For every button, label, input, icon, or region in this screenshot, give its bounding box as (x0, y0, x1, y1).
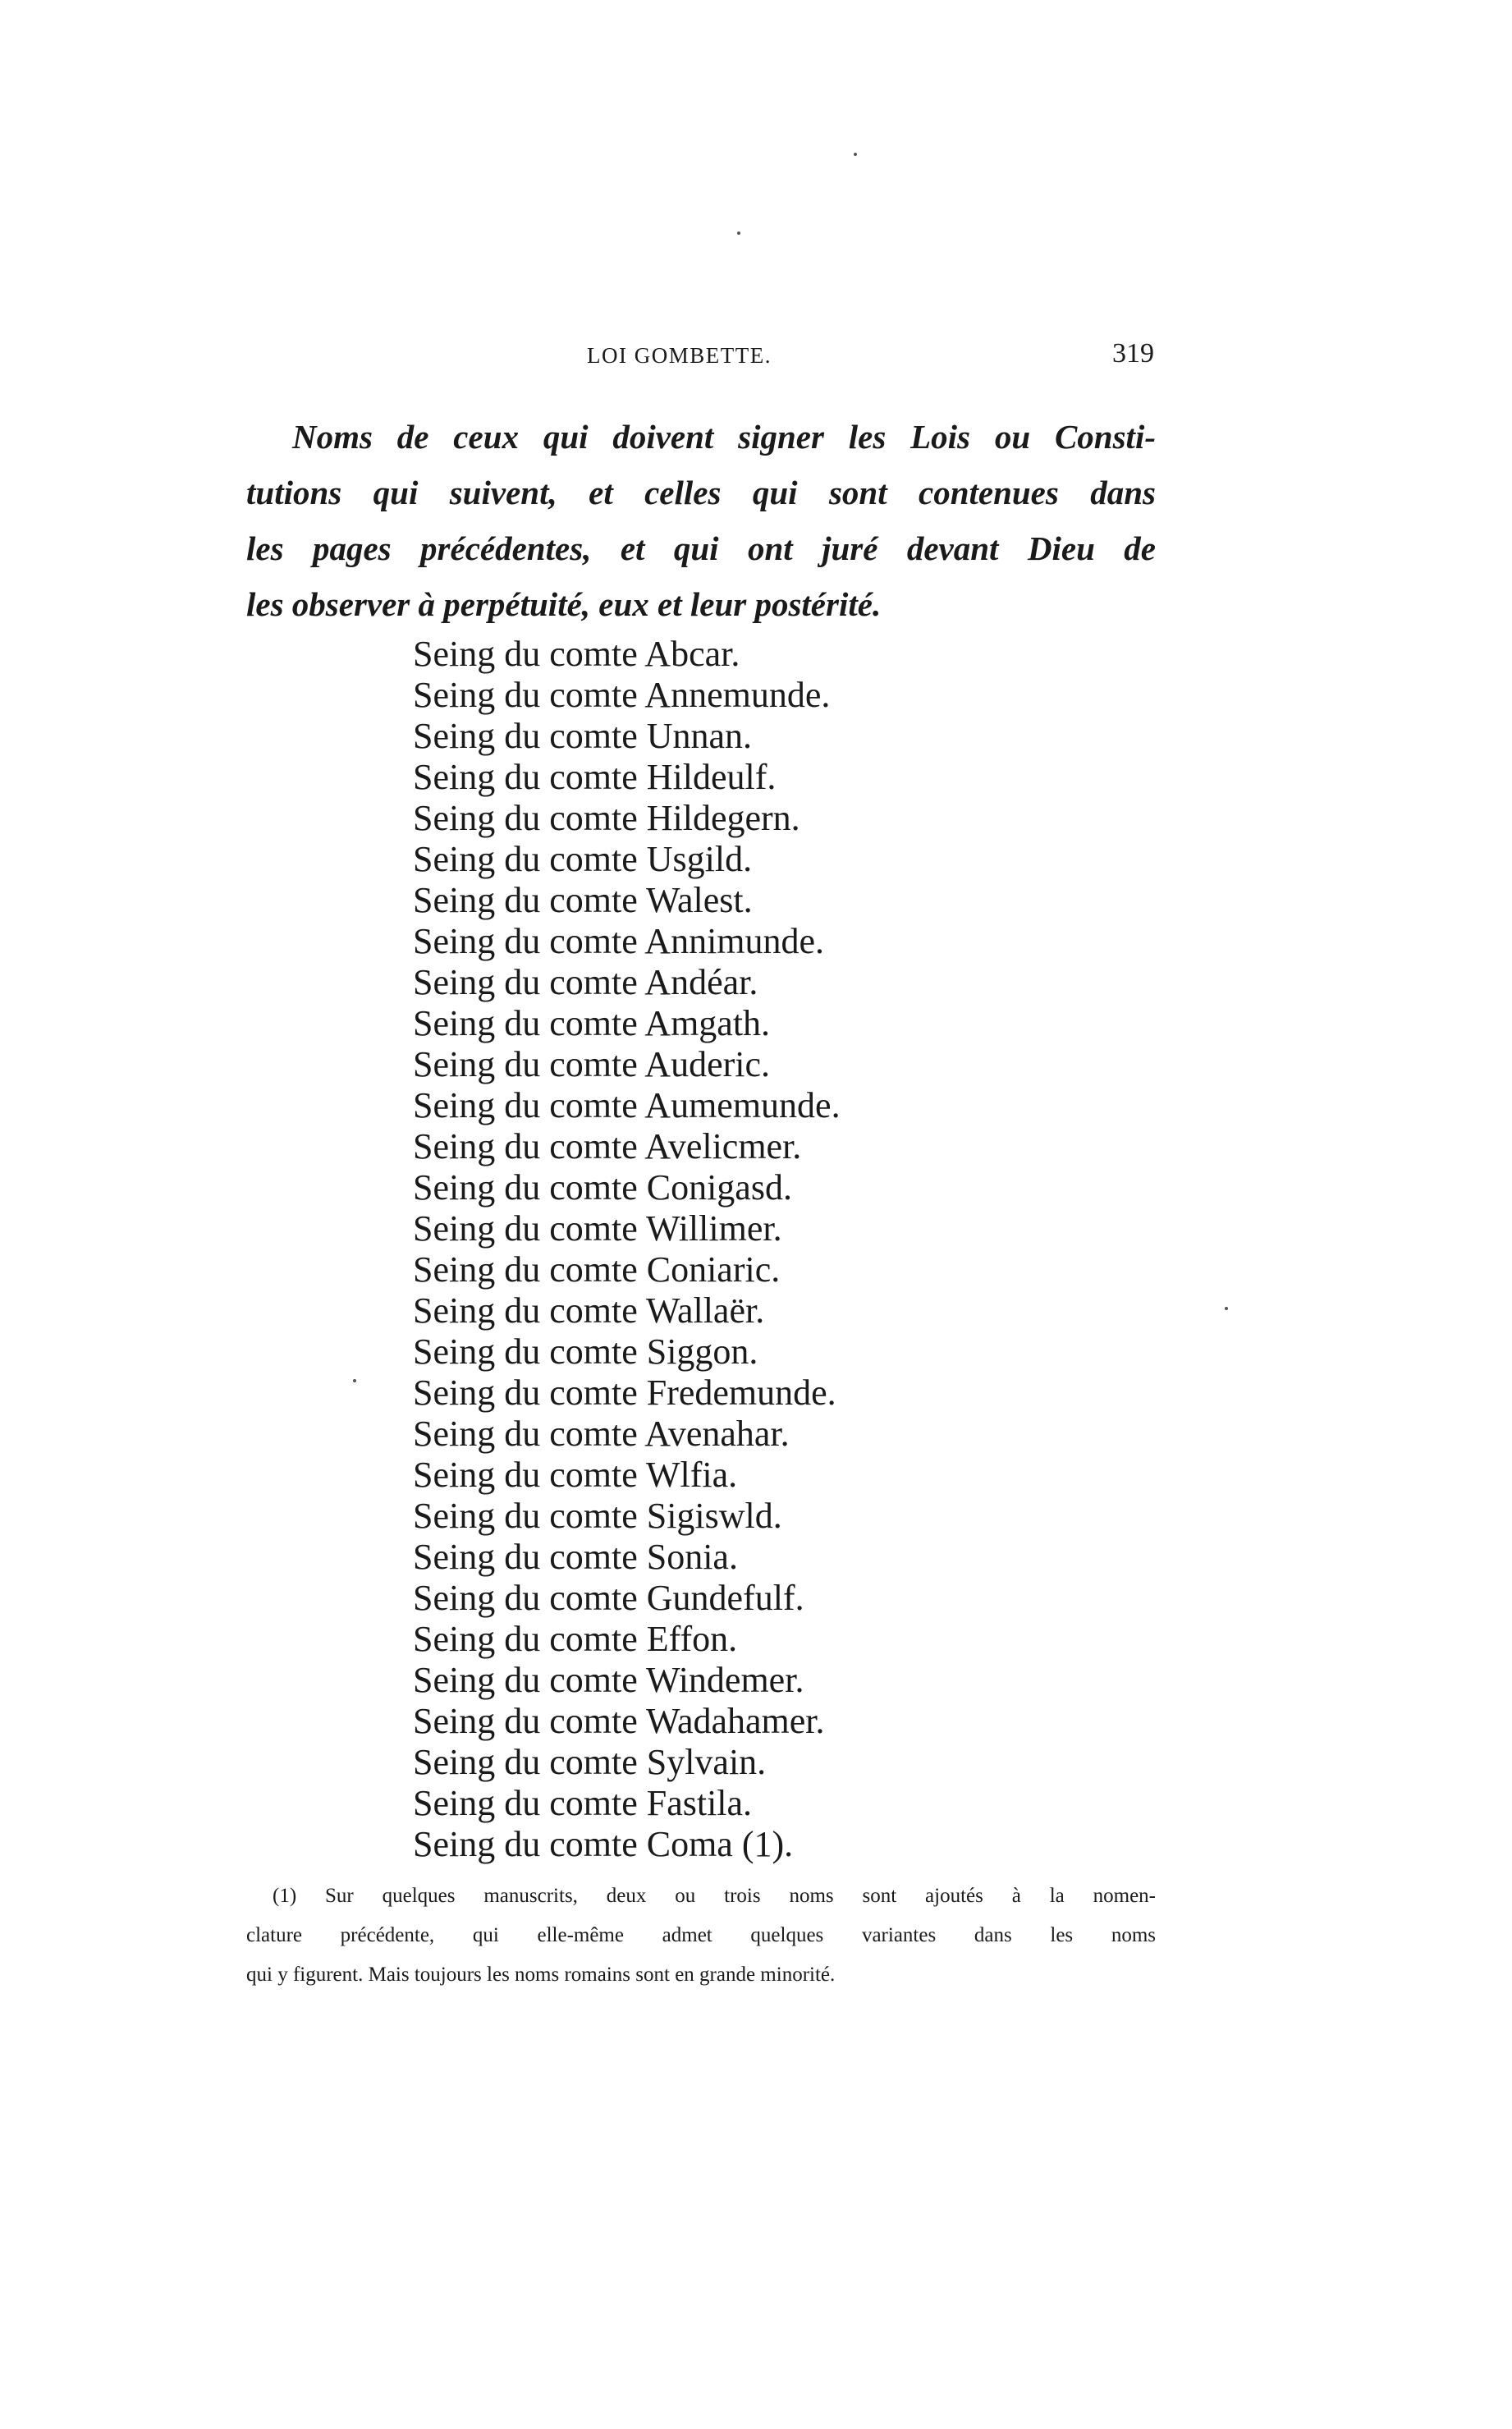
footnote-line: clature précédente, qui elle-même admet quelques variantes dans les noms (246, 1924, 1156, 1946)
signature-entry: Seing du comte Sonia. (413, 1537, 738, 1577)
signature-entry: Seing du comte Usgild. (413, 839, 753, 879)
signature-entry: Seing du comte Siggon. (413, 1331, 758, 1372)
footnote (246, 1877, 1156, 1995)
signature-entry: Seing du comte Walest. (413, 880, 753, 920)
signature-entry: Seing du comte Willimer. (413, 1208, 782, 1249)
signature-entry: Seing du comte Conigasd. (413, 1167, 792, 1208)
signature-entry: Seing du comte Hildegern. (413, 798, 800, 838)
intro-line: les pages précédentes, et qui ont juré devant Dieu de (246, 529, 1156, 567)
signature-list (413, 634, 841, 1865)
signature-entry: Seing du comte Hildeulf. (413, 757, 777, 797)
signature-entry: Seing du comte Auderic. (413, 1044, 771, 1084)
scan-speck (353, 1379, 356, 1382)
intro-paragraph (246, 409, 1156, 632)
page-number: 319 (1112, 338, 1154, 369)
signature-entry: Seing du comte Avenahar. (413, 1414, 790, 1454)
signature-entry: Seing du comte Avelicmer. (413, 1126, 802, 1166)
signature-entry: Seing du comte Windemer. (413, 1660, 804, 1700)
signature-entry: Seing du comte Unnan. (413, 716, 753, 756)
signature-entry: Seing du comte Sigiswld. (413, 1496, 782, 1536)
intro-line: tutions qui suivent, et celles qui sont contenues dans (246, 474, 1156, 511)
intro-line: Noms de ceux qui doivent signer les Lois ou Consti- (292, 418, 1156, 456)
signature-entry: Seing du comte Sylvain. (413, 1742, 767, 1782)
signature-entry: Seing du comte Wlfia. (413, 1455, 738, 1495)
intro-line: les observer à perpétuité, eux et leur postérité. (246, 585, 882, 623)
signature-entry: Seing du comte Coma (1). (413, 1824, 794, 1864)
running-head (246, 338, 1157, 376)
signature-entry: Seing du comte Annemunde. (413, 675, 831, 715)
signature-entry: Seing du comte Effon. (413, 1619, 738, 1659)
signature-entry: Seing du comte Wallaër. (413, 1290, 765, 1331)
signature-entry: Seing du comte Wadahamer. (413, 1701, 825, 1741)
signature-entry: Seing du comte Coniaric. (413, 1249, 781, 1290)
signature-entry: Seing du comte Fastila. (413, 1783, 753, 1823)
signature-entry: Seing du comte Gundefulf. (413, 1578, 804, 1618)
signature-entry: Seing du comte Amgath. (413, 1003, 771, 1043)
signature-entry: Seing du comte Fredemunde. (413, 1373, 836, 1413)
running-title: LOI GOMBETTE. (587, 343, 772, 368)
footnote-line: qui y figurent. Mais toujours les noms romains sont en grande minorité. (246, 1964, 836, 1986)
scan-speck (737, 231, 740, 235)
signature-entry: Seing du comte Annimunde. (413, 921, 825, 961)
footnote-line: (1) Sur quelques manuscrits, deux ou trois noms sont ajoutés à la nomen- (273, 1885, 1156, 1907)
signature-entry: Seing du comte Andéar. (413, 962, 758, 1002)
scan-speck (854, 153, 857, 156)
signature-entry: Seing du comte Aumemunde. (413, 1085, 841, 1125)
scan-speck (1225, 1307, 1228, 1310)
signature-entry: Seing du comte Abcar. (413, 634, 740, 674)
